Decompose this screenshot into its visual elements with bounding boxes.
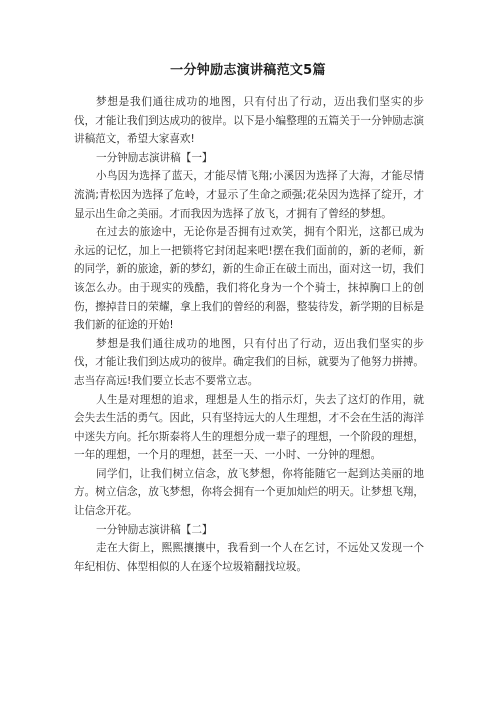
document-body <box>74 93 424 576</box>
section-heading-1: 一分钟励志演讲稿【一】 <box>96 151 213 164</box>
body-paragraph: 梦想是我们通往成功的地图，只有付出了行动，迈出我们坚实的步伐，才能让我们到达成功的彼岸。确定我们的目标，就要为了他努力拼搏。志当存高远!我们要立长志不要常立志。 <box>74 337 424 387</box>
body-paragraph: 人生是对理想的追求，理想是人生的指示灯，失去了这灯的作用，就会失去生活的勇气。因此，只有坚持远大的人生理想，才不会在生活的海洋中迷失方向。托尔斯泰将人生的理想分成一辈子的理想，一个阶段的理想，一年的理想，一个月的理想，甚至一天、一小时、一分钟的理想。 <box>74 393 424 462</box>
body-paragraph: 在过去的旅途中，无论你是否拥有过欢笑，拥有个阳光，这都已成为永远的记忆，加上一把锁将它封闭起来吧!摆在我们面前的，新的老师，新的同学，新的旅途，新的梦幻，新的生命正在破土而出，面对这一切，我们该怎么办。由于现实的残酷，我们将化身为一个个骑士，抹掉胸口上的创伤，擦掉昔日的荣耀，拿上我们的曾经的利器，整装待发，新学期的目标是我们新的征途的开始! <box>74 226 424 332</box>
body-paragraph: 同学们，让我们树立信念，放飞梦想，你将能随它一起到达美丽的地方。树立信念，放飞梦想，你将会拥有一个更加灿烂的明天。让梦想飞翔，让信念开花。 <box>74 467 424 518</box>
section-heading-2: 一分钟励志演讲稿【二】 <box>96 523 213 536</box>
body-paragraph: 走在大街上，熙熙攘攘中，我看到一个人在乞讨，不远处又发现一个年纪相仿、体型相似的人在逐个垃圾箱翻找垃圾。 <box>74 542 424 573</box>
document-title: 一分钟励志演讲稿范文5篇 <box>170 63 326 78</box>
body-paragraph: 小鸟因为选择了蓝天，才能尽情飞翔;小溪因为选择了大海，才能尽情流淌;青松因为选择了危岭，才显示了生命之顽强;花朵因为选择了绽开，才显示出生命之美丽。才而我因为选择了放飞，才拥有了曾经的梦想。 <box>74 170 424 220</box>
intro-paragraph: 梦想是我们通往成功的地图，只有付出了行动，迈出我们坚实的步伐，才能让我们到达成功的彼岸。以下是小编整理的五篇关于一分钟励志演讲稿范文，希望大家喜欢! <box>74 96 424 146</box>
